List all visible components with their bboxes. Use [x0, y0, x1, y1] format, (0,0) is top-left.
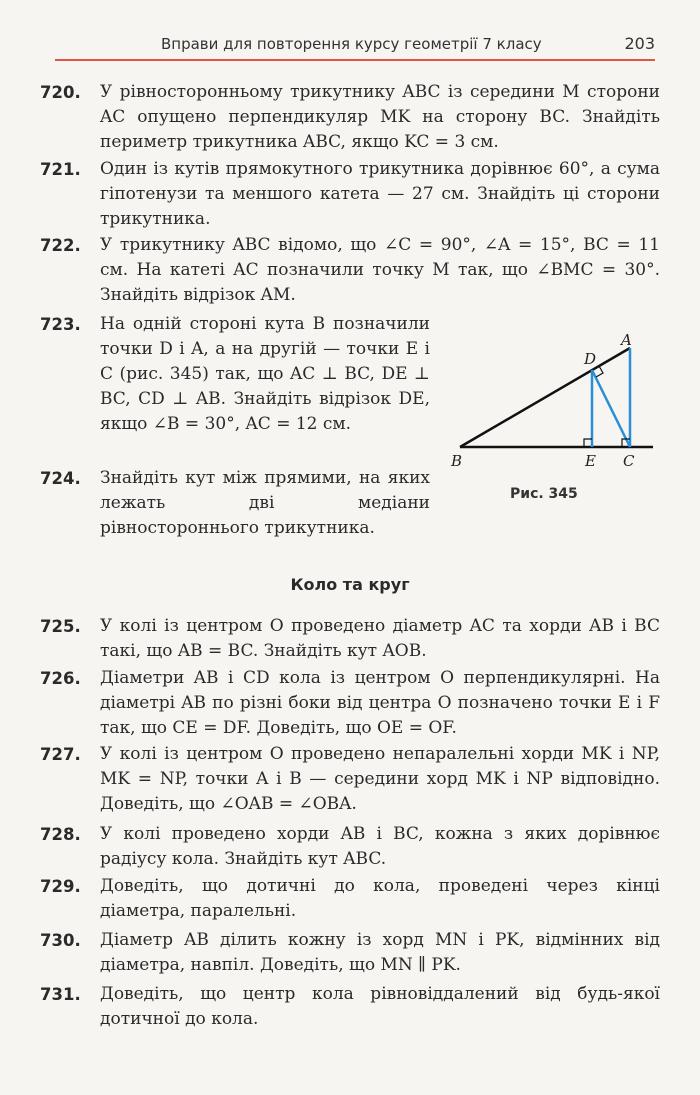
header-rule	[55, 59, 655, 61]
running-title: Вправи для повторення курсу геометрії 7 класу	[161, 35, 542, 53]
problem-720	[40, 80, 660, 155]
page-number: 203	[624, 34, 655, 53]
problem-text: На одній стороні кута B позначили точки D і A, а на другій — точки E і C (рис. 345) так, що AC ⊥ BC, DE ⊥ BC, CD ⊥ AB. Знайдіть відрізок DE, якщо ∠B = 30°, AC = 12 см.	[100, 314, 430, 434]
problem-722	[40, 233, 660, 308]
problem-number: 724.	[40, 469, 81, 488]
problem-number: 722.	[40, 236, 81, 255]
problem-text: У колі із центром O проведено діаметр AC та хорди AB і BC такі, що AB = BC. Знайдіть кут AOB.	[100, 616, 660, 661]
problem-725	[40, 614, 660, 664]
problem-text: Один із кутів прямокутного трикутника дорівнює 60°, а сума гіпотенузи та меншого катета — 27 см. Знайдіть ці сторони трикутника.	[100, 159, 660, 229]
problem-text: У колі проведено хорди AB і BC, кожна з яких дорівнює радіусу кола. Знайдіть кут ABC.	[100, 824, 660, 869]
problem-730	[40, 928, 660, 978]
section-title: Коло та круг	[290, 575, 410, 594]
problem-731	[40, 982, 660, 1032]
label-b: B	[451, 452, 463, 470]
problem-721	[40, 157, 660, 232]
problem-number: 727.	[40, 745, 81, 764]
problem-text: У трикутнику ABC відомо, що ∠C = 90°, ∠A = 15°, BC = 11 см. На катеті AC позначили точку M так, що ∠BMC = 30°. Знайдіть відрізок AM.	[100, 235, 660, 305]
problem-number: 730.	[40, 931, 81, 950]
problem-text: Діаметр AB ділить кожну із хорд MN і PK, відмінних від діаметра, навпіл. Доведіть, що MN ∥ PK.	[100, 930, 660, 975]
problem-number: 723.	[40, 315, 81, 334]
problem-number: 720.	[40, 83, 81, 102]
problem-number: 726.	[40, 669, 81, 688]
problem-728	[40, 822, 660, 872]
problem-727	[40, 742, 660, 817]
problem-text: Доведіть, що дотичні до кола, проведені через кінці діаметра, паралельні.	[100, 876, 660, 921]
problem-text: Знайдіть кут між прямими, на яких лежать дві медіани рівностороннього трикутника.	[100, 468, 430, 538]
problem-726	[40, 666, 660, 741]
segment-cd	[592, 370, 630, 447]
figure-caption: Рис. 345	[510, 486, 578, 502]
problem-729	[40, 874, 660, 924]
problem-number: 731.	[40, 985, 81, 1004]
label-c: C	[623, 452, 635, 470]
label-d: D	[584, 350, 597, 368]
problem-text: У колі із центром O проведено непаралельні хорди MK і NP, MK = NP, точки A і B — середини хорд MK і NP відповідно. Доведіть, що ∠OAB = ∠OBA.	[100, 744, 660, 814]
problem-text: Діаметри AB і CD кола із центром O перпендикулярні. На діаметрі AB по різні боки від центра O позначено точки E і F так, що CE = DF. Доведіть, що OE = OF.	[100, 668, 660, 738]
problem-number: 721.	[40, 160, 81, 179]
problem-number: 729.	[40, 877, 81, 896]
problem-723	[40, 312, 440, 437]
label-a: A	[621, 331, 632, 349]
problem-number: 725.	[40, 617, 81, 636]
problem-text: У рівносторонньому трикутнику ABC із середини M сторони AC опущено перпендикуляр MK на сторону BC. Знайдіть периметр трикутника ABC, якщо KC = 3 см.	[100, 82, 660, 152]
problem-text: Доведіть, що центр кола рівновіддалений від будь-якої дотичної до кола.	[100, 984, 660, 1029]
problem-724	[40, 466, 440, 541]
page-header	[155, 30, 655, 58]
problem-number: 728.	[40, 825, 81, 844]
label-e: E	[585, 452, 596, 470]
